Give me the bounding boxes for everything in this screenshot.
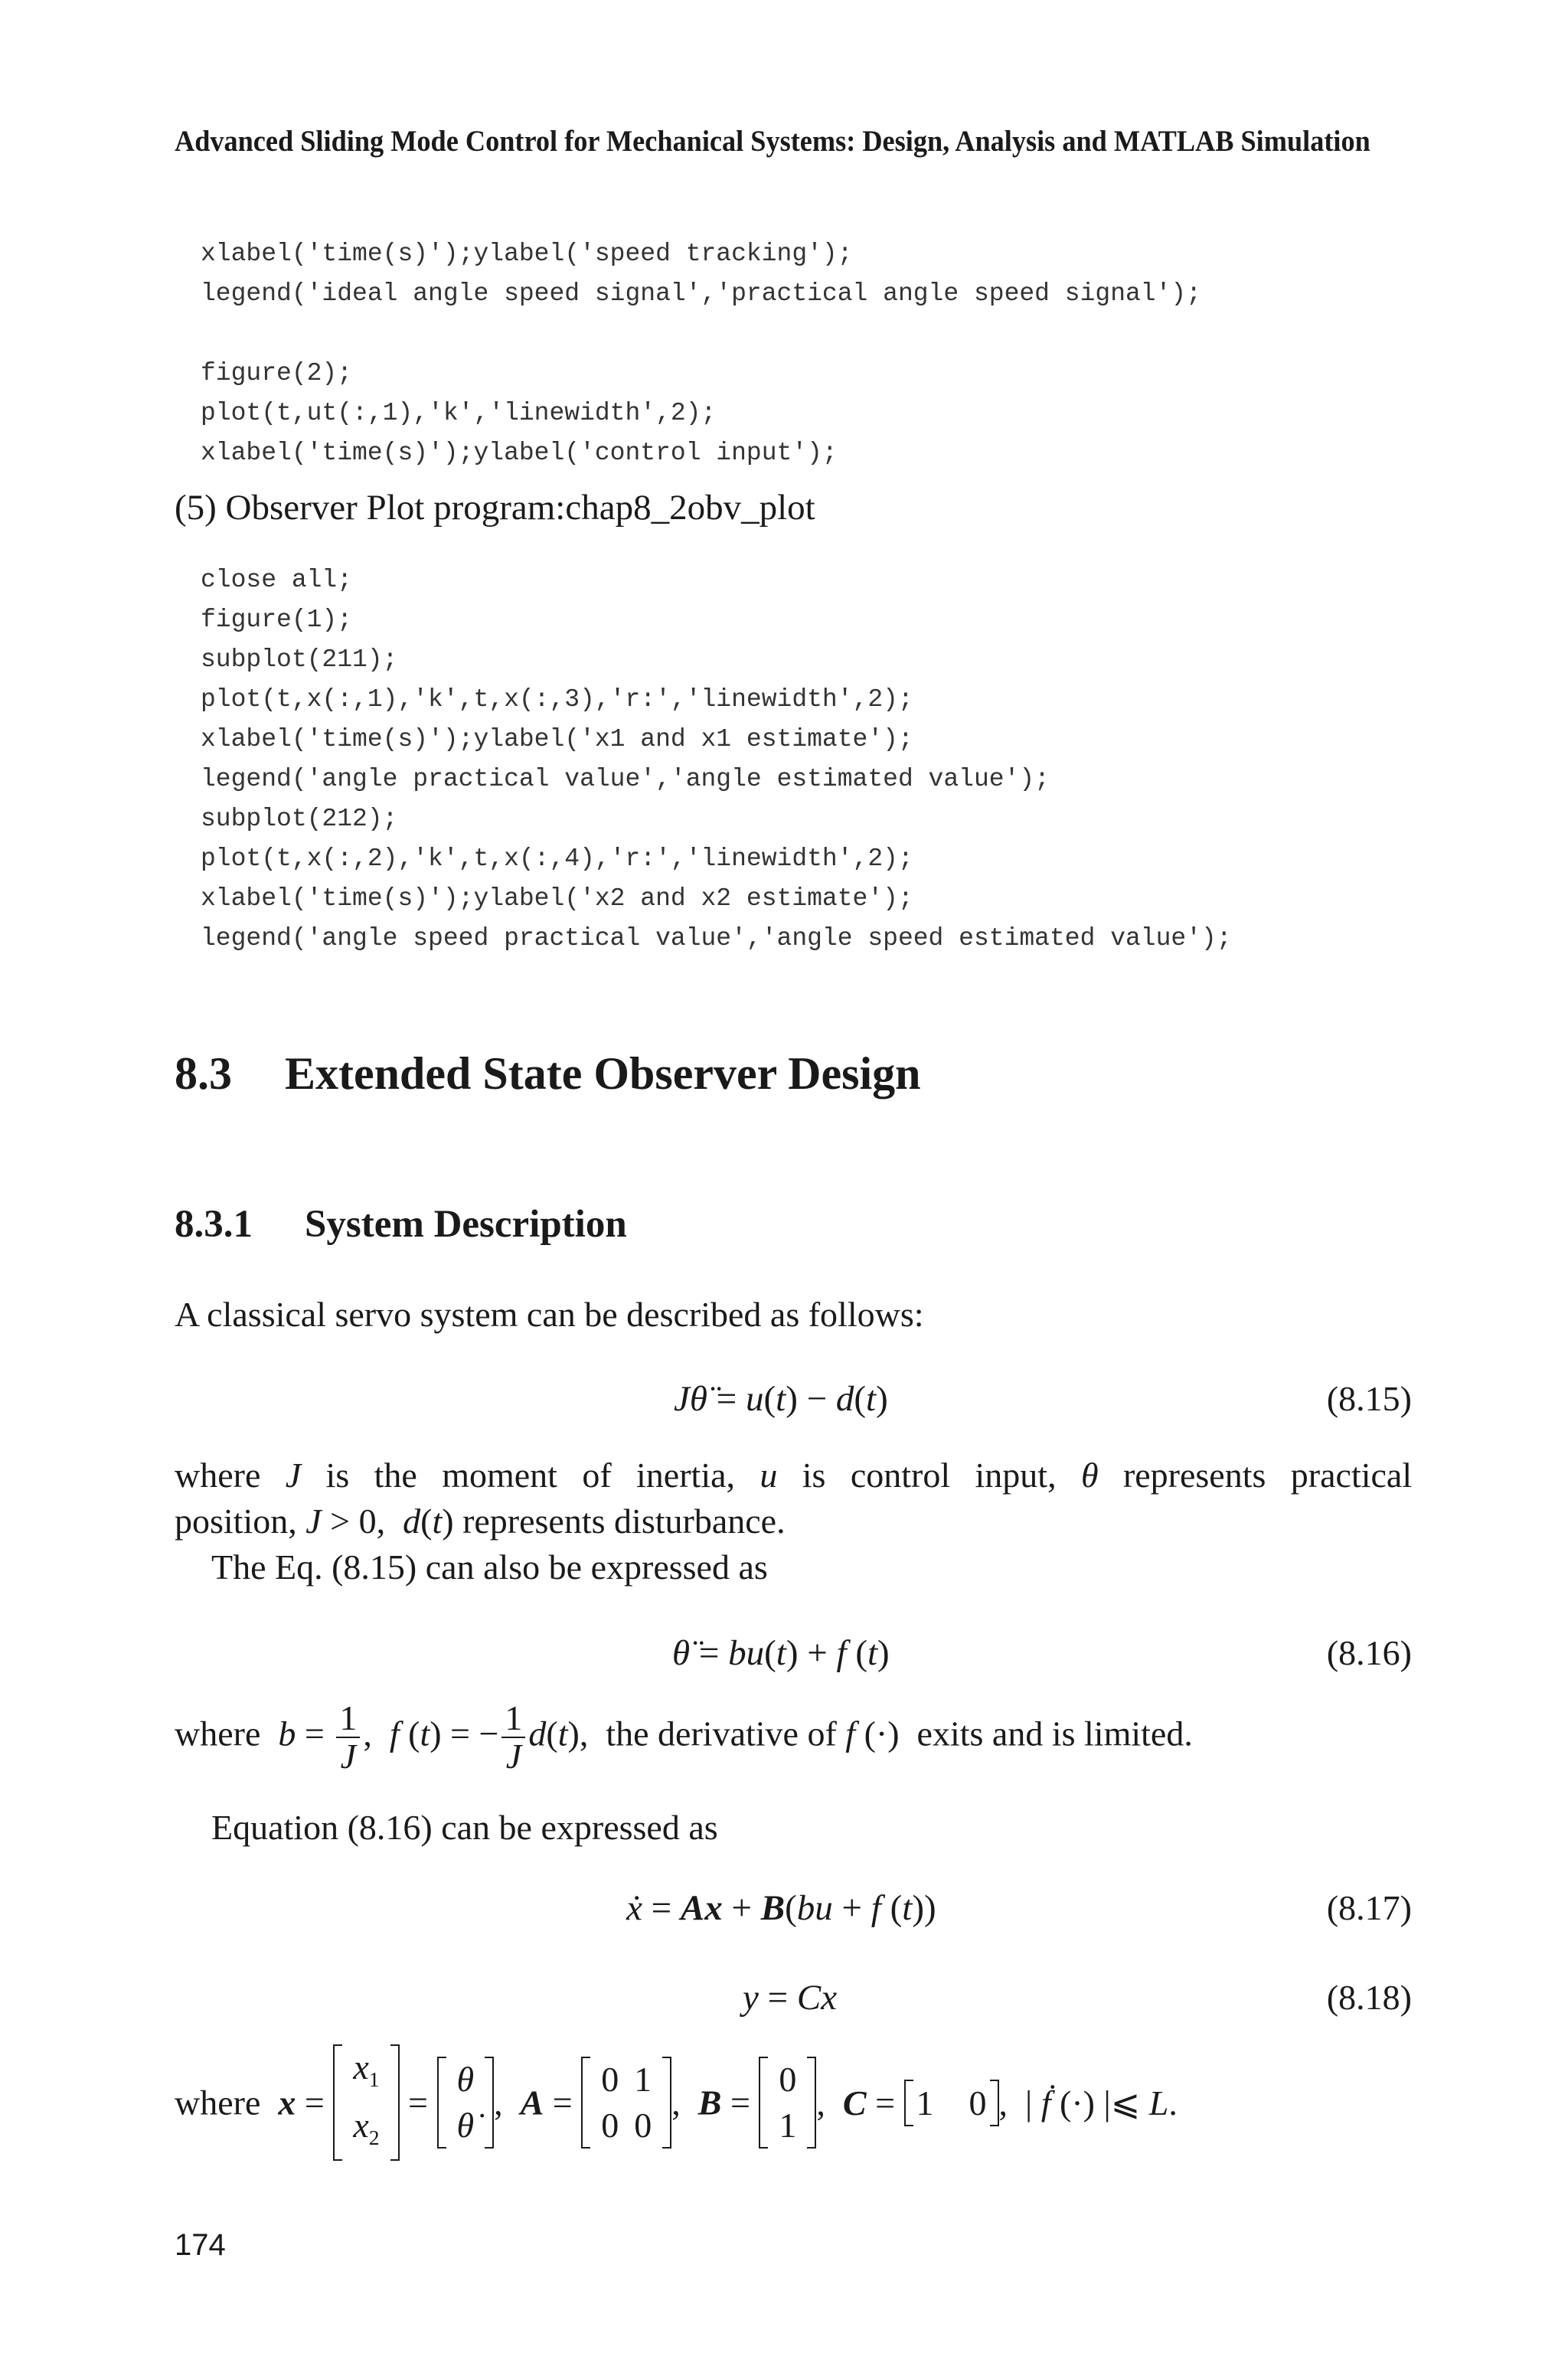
section-title: Extended State Observer Design <box>285 1048 921 1099</box>
equation-expressed-sentence: Equation (8.16) can be expressed as <box>211 1808 718 1847</box>
also-expressed-sentence: The Eq. (8.15) can also be expressed as <box>211 1547 768 1587</box>
matrix-b: 0 1 <box>759 2057 816 2149</box>
equation-number-8-16: (8.16) <box>1326 1633 1412 1672</box>
where-matrix-definitions: where x = $x_1$ $x_2$ = θ θ̇ , A = 0 1 0 0 , B = 0 1 , C = 1 0 , | ḟ (·) |⩽ L. <box>175 2044 1178 2161</box>
state-vector-x: $x_1$ $x_2$ <box>333 2044 399 2161</box>
code-block-plot-program: xlabel('time(s)');ylabel('speed tracking'); legend('ideal angle speed signal','practical angle speed signal'); figure(2); plot(t,ut(:,1),'k','linewidth',2); xlabel('time(s)');ylabel('control input'); <box>201 240 1202 467</box>
equation-8-17: ẋ = Ax + B(bu + f (t)) <box>626 1888 936 1928</box>
where-b-definition: where b = $\frac{1}{J}$ , f (t) = − $\frac{1}{J}$ d(t), the derivative of f (·) exits and is limited. <box>175 1698 1193 1776</box>
paragraph-where-j-line-2: position, J > 0, d(t) represents disturbance. <box>175 1502 786 1541</box>
matrix-c: 1 0 <box>904 2083 999 2123</box>
equation-number-8-18: (8.18) <box>1326 1978 1412 2017</box>
running-head: Advanced Sliding Mode Control for Mechanical Systems: Design, Analysis and MATLAB Simulation <box>175 125 1370 158</box>
equation-8-16: θ̈ = bu(t) + f (t) <box>672 1633 890 1673</box>
intro-sentence: A classical servo system can be described as follows: <box>175 1295 924 1334</box>
subsection-title: System Description <box>305 1203 627 1246</box>
matrix-a: 0 1 0 0 <box>581 2057 671 2149</box>
section-number: 8.3 <box>175 1048 232 1099</box>
equation-8-18: y = Cx <box>743 1978 838 2018</box>
equation-number-8-15: (8.15) <box>1326 1379 1412 1418</box>
state-vector-theta: θ θ̇ <box>437 2057 495 2149</box>
paragraph-where-j-line-1: where J is the moment of inertia, u is control input, θ represents practical <box>175 1456 1413 1495</box>
program-caption: (5) Observer Plot program:chap8_2obv_plot <box>175 488 815 528</box>
subsection-number: 8.3.1 <box>175 1203 253 1246</box>
equation-8-15: Jθ̈ = u(t) − d(t) <box>674 1379 888 1419</box>
page-number: 174 <box>175 2228 226 2262</box>
code-block-observer-plot: close all; figure(1); subplot(211); plot(t,x(:,1),'k',t,x(:,3),'r:','linewidth',2); xlabel('time(s)');ylabel('x1 and x1 estimate'); legend('angle practical value','angle estimated value'); subplot(212); plot(t,x(:,2),'k',t,x(:,4),'r:','linewidth',2); xlabel('time(s)');ylabel('x2 and x2 estimate'); legend('angle speed practical value','angle speed estimated value'); <box>201 566 1232 953</box>
equation-number-8-17: (8.17) <box>1326 1888 1412 1927</box>
